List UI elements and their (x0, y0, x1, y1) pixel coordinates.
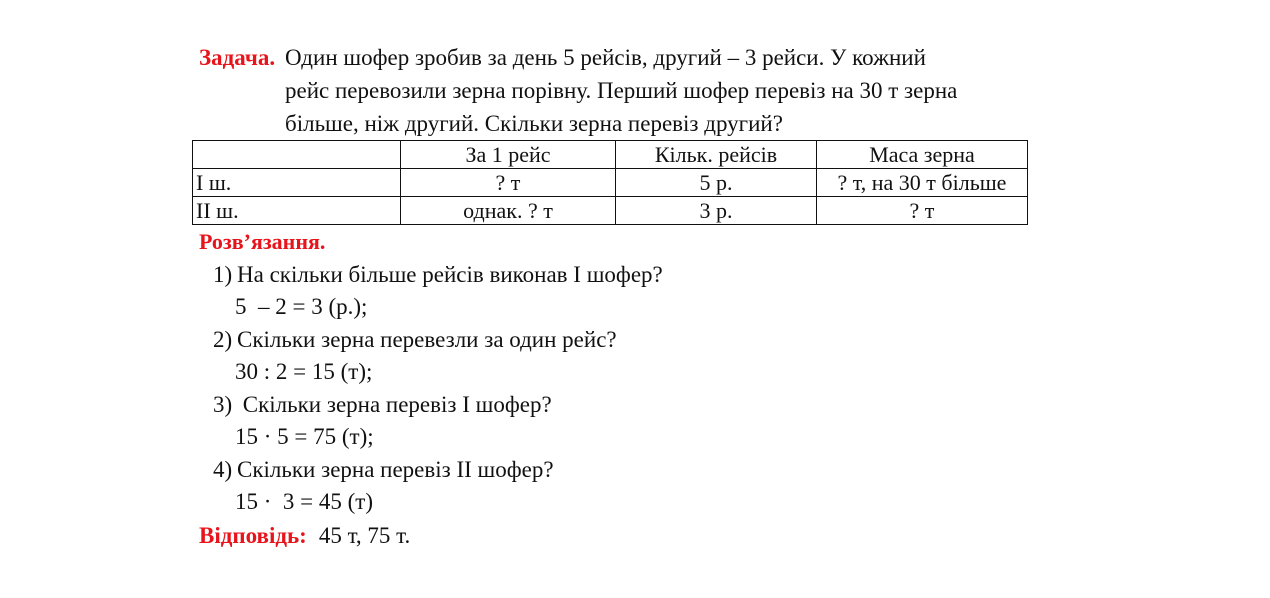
table-header-cell: Кільк. рейсів (616, 141, 817, 169)
problem-line-3: більше, ніж другий. Скільки зерна перевіз другий? (285, 111, 783, 136)
table-header-row (193, 141, 1028, 169)
table-cell: ? т, на 30 т більше (817, 169, 1028, 197)
step-calculation: 5 – 2 = 3 (р.); (235, 294, 368, 319)
problem-line-1 (199, 41, 1059, 74)
table-cell: однак. ? т (401, 197, 616, 225)
table-header-cell (193, 141, 401, 169)
problem-table (192, 140, 1028, 225)
table-row (193, 197, 1028, 225)
step-question: Скільки зерна перевезли за один рейс? (237, 327, 617, 352)
table-cell: ? т (817, 197, 1028, 225)
step-number: 4) (213, 457, 233, 482)
table-cell: ? т (401, 169, 616, 197)
table-cell: 3 р. (616, 197, 817, 225)
step-number: 1) (213, 262, 233, 287)
table-header-cell: За 1 рейс (401, 141, 616, 169)
step-question: Скільки зерна перевіз ІІ шофер? (237, 457, 554, 482)
step-calculation: 15 · 5 = 75 (т); (235, 424, 374, 449)
answer-value: 45 т, 75 т. (318, 523, 411, 548)
solution-title: Розв’язання. (199, 229, 326, 254)
table-cell: І ш. (193, 169, 401, 197)
step-calculation: 30 : 2 = 15 (т); (235, 359, 373, 384)
step-number: 2) (213, 327, 233, 352)
problem-line-2: рейс перевозили зерна порівну. Перший шофер перевіз на 30 т зерна (285, 78, 958, 103)
problem-label: Задача. (199, 45, 276, 70)
table-cell: ІІ ш. (193, 197, 401, 225)
answer-label: Відповідь: (199, 523, 307, 548)
step-question: На скільки більше рейсів виконав І шофер? (237, 262, 663, 287)
table-row (193, 169, 1028, 197)
step-question: Скільки зерна перевіз І шофер? (237, 392, 552, 417)
answer (199, 521, 410, 551)
problem-text-1: Один шофер зробив за день 5 рейсів, другий – 3 рейси. У кожний (285, 45, 926, 70)
step-calculation: 15 · 3 = 45 (т) (235, 489, 373, 514)
problem-statement (199, 41, 1059, 140)
step-number: 3) (213, 392, 233, 417)
table-cell: 5 р. (616, 169, 817, 197)
table-header-cell: Маса зерна (817, 141, 1028, 169)
